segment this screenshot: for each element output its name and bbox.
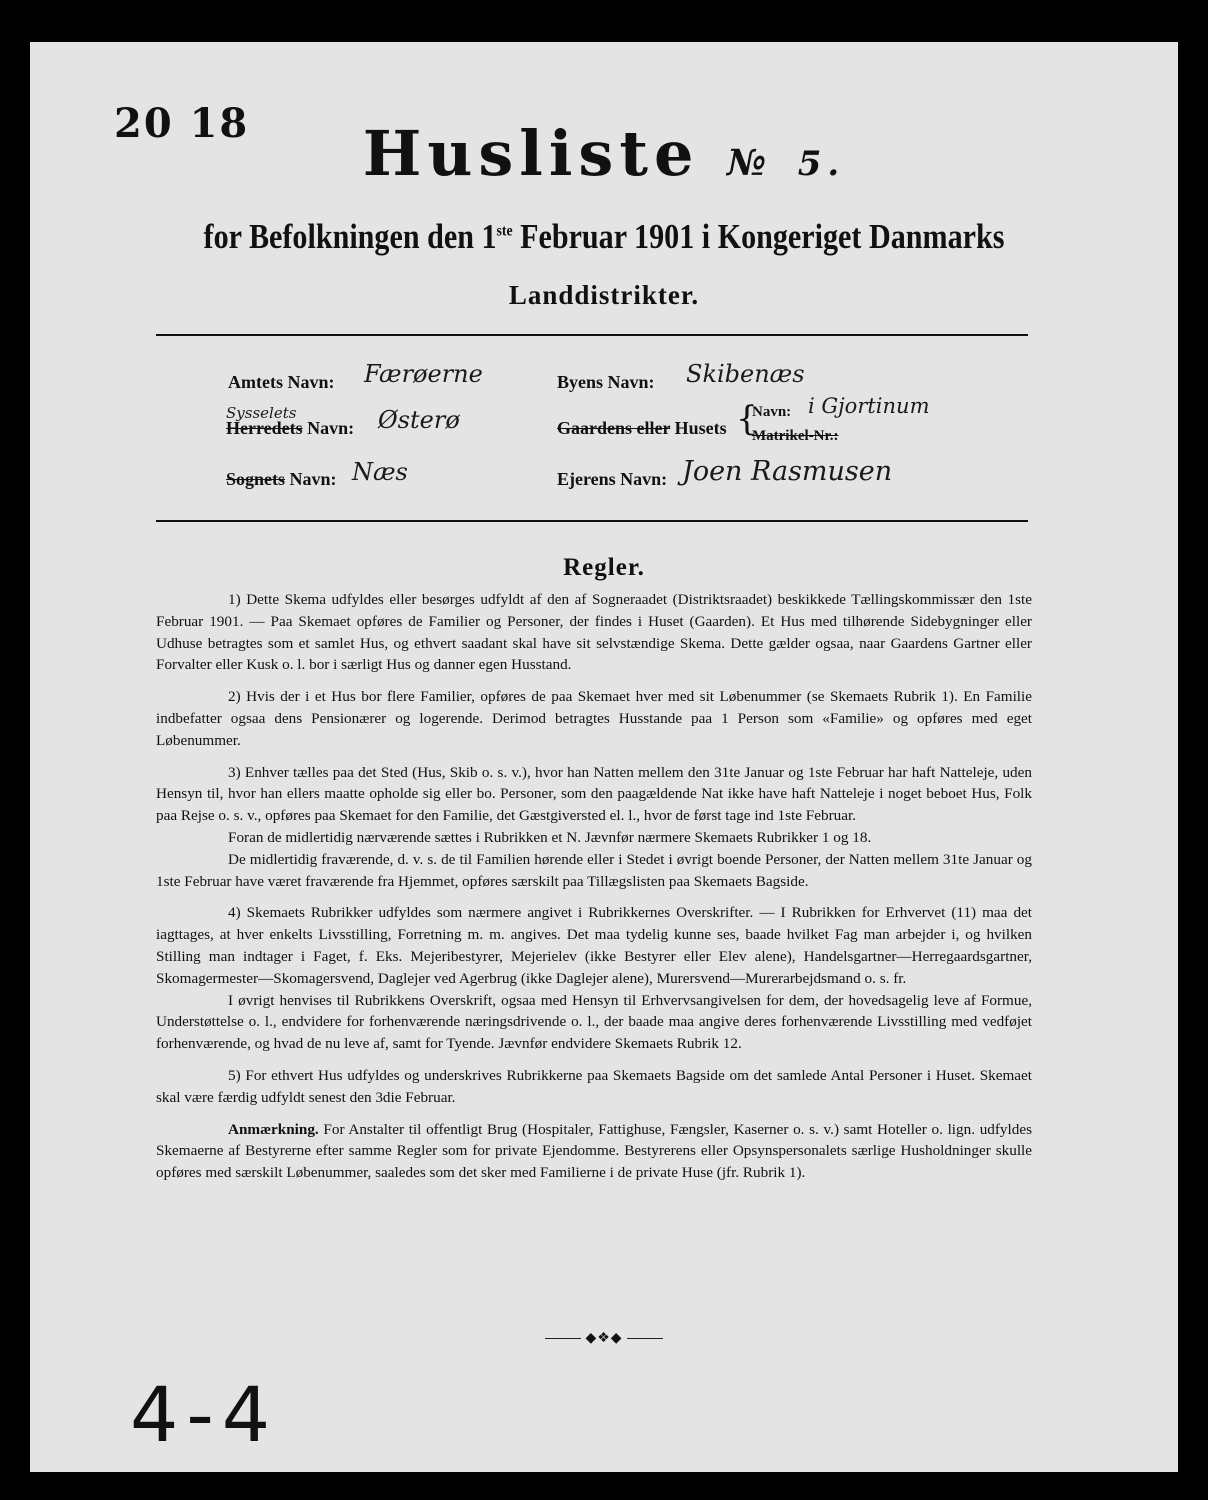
sogn-label: Navn: (285, 469, 337, 489)
page-number: 20 18 (114, 100, 250, 147)
sogn-label-group (226, 469, 337, 490)
amt-label: Amtets Navn: (228, 372, 335, 392)
field-brace: { (736, 399, 758, 439)
gaard-struck: Gaardens eller (557, 418, 671, 438)
rule-paragraph: 2) Hvis der i et Hus bor flere Familier, opføres de paa Skemaet hver med sit Løbenummer (se Skemaets Rubrik 1). En Familie indbefatter ogsaa dens Pensionærer og logerende. Derimod betragtes Husstande paa 1 Person som «Familie» og opføres med eget Løbenummer. (156, 688, 1032, 749)
district-heading: Landdistrikter. (508, 280, 700, 310)
subtitle-pre: for Befolkningen den 1 (203, 217, 497, 256)
handwritten-house-number: 5. (797, 144, 846, 184)
ejer-label: Ejerens Navn: (557, 469, 668, 489)
rule-paragraph: De midlertidig fraværende, d. v. s. de til Familien hørende eller i Stedet i øvrigt boende Personer, der Natten mellem 31te Januar og 1ste Februar have været fraværende fra Hjemmet, opføres særskilt paa Tillægslisten paa Skemaets Bagside. (156, 850, 1032, 890)
subtitle-sup: ste (496, 222, 513, 240)
rule-paragraph: 3) Enhver tælles paa det Sted (Hus, Skib o. s. v.), hvor han Natten mellem den 31te Januar og 1ste Februar har haft Natteleje, uden Hensyn til, hvor han ellers maatte opholde sig eller bo. Personer, som den paagældende Nat ikke have haft Natteleje i noget beboet Hus, Folk paa Rejse o. s. v., opføres paa Skemaet for den Familie, det Gæstgiversted el. l., hvor de først tage ind 1ste Februar. (156, 763, 1032, 825)
ornament-line-right (627, 1338, 663, 1339)
rule-paragraph: 1) Dette Skema udfyldes eller besørges udfyldt af den af Sogneraadet (Distriktsraadet) beskikkede Tællingskommissær den 1ste Februar 1901. — Paa Skemaet opføres de Familier og Personer, der findes i Huset (Gaarden). Et Hus med tilhørende Sidebygninger eller Udhuse betragtes som et samlet Hus, og ethvert saadant skal have sit selvstændige Skema. Dette gælder ogsaa, naar Gaardens Gartner eller Forvalter eller Kusk o. l. bor i særligt Hus og danner egen Husstand. (156, 591, 1032, 674)
form-subtitle (110, 217, 1097, 257)
herred-correction: Sysselets (226, 404, 297, 422)
gaard-label-group (557, 418, 727, 439)
rules-heading: Regler. (563, 554, 645, 581)
navn-label: Navn: (752, 404, 792, 420)
herred-label-group (226, 418, 354, 439)
ornament-divider (30, 1330, 1178, 1346)
form-title (30, 117, 1178, 190)
rule-paragraph: Foran de midlertidig nærværende sættes i Rubrikken et N. Jævnfør nærmere Skemaets Rubrikker 1 og 18. (228, 828, 872, 846)
rule-paragraph: 4) Skemaets Rubrikker udfyldes som nærmere angivet i Rubrikkernes Overskrifter. — I Rubrikken for Erhvervet (11) maa det iagttages, at hver enkelts Livsstilling, Forretning m. m. angives. Det maa tydelig kunne ses, baade hvilket Fag man arbejder i, og hvilken Stilling man indtager i Faget, f. Eks. Mejeribestyrer, Mejerielev (ikke Bestyrer eller Elev alene), Handelsgartner—Herregaardsgartner, Skomagermester—Skomagersvend, Daglejer ved Agerbrug (ikke Daglejer alene), Murersvend—Murerarbejdsmand o. s. fr. (156, 904, 1032, 987)
by-label: Byens Navn: (557, 372, 655, 392)
herred-struck: Herredets (226, 418, 303, 438)
handwritten-bottom-note: 4-4 (130, 1370, 279, 1459)
rule-paragraph: I øvrigt henvises til Rubrikkens Overskrift, ogsaa med Hensyn til Erhvervsangivelsen for dem, der hovedsagelig leve af Formue, Understøttelse o. l., endvidere for forhenværende næringsdrivende o. l., der baade maa angive deres forhenværende Livsstilling med vedføjet forhenværende, og hvad de nu leve af, samt for Tyende. Jævnfør endvidere Skemaets Rubrik 12. (156, 991, 1032, 1053)
ornament-line-left (545, 1338, 581, 1339)
amt-value: Færøerne (364, 360, 483, 388)
subtitle-post: Februar 1901 i Kongeriget Danmarks (512, 217, 1005, 256)
gaard-label: Husets (670, 418, 727, 438)
sogn-value: Næs (352, 458, 408, 486)
note-head: Anmærkning. (228, 1120, 319, 1138)
by-value: Skibenæs (686, 360, 805, 388)
matrikel-struck: Matrikel-Nr.: (752, 428, 839, 444)
bottom-divider (156, 520, 1028, 522)
note-body: For Anstalter til offentligt Brug (Hospitaler, Fattighuse, Fængsler, Kaserner o. s. v.) samt Hoteller o. lign. udfyldes Skemaerne af Bestyrerne efter samme Regler som for private Ejendomme. Bestyrerens eller Opsynspersonalets særlige Husholdninger skulle opføres med særskilt Løbenummer, saaledes som det sker med Familierne i de private Huse (jfr. Rubrik 1). (156, 1120, 1032, 1182)
navn-value: i Gjortinum (808, 394, 930, 418)
ejer-value: Joen Rasmusen (682, 456, 893, 487)
title-text: Husliste (362, 117, 700, 190)
ornament-center: ◆❖◆ (585, 1330, 623, 1346)
sogn-struck: Sognets (226, 469, 286, 489)
number-label: № (727, 142, 767, 184)
census-form-sheet (30, 42, 1178, 1472)
note-paragraph (156, 1119, 1032, 1184)
top-divider (156, 334, 1028, 336)
herred-label: Navn: (302, 418, 355, 438)
herred-value: Østerø (378, 406, 460, 434)
rule-paragraph: 5) For ethvert Hus udfyldes og underskrives Rubrikkerne paa Skemaets Bagside om det samlede Antal Personer i Huset. Skemaet skal være færdig udfyldt senest den 3die Februar. (156, 1066, 1032, 1106)
rules-body (156, 589, 1032, 1194)
